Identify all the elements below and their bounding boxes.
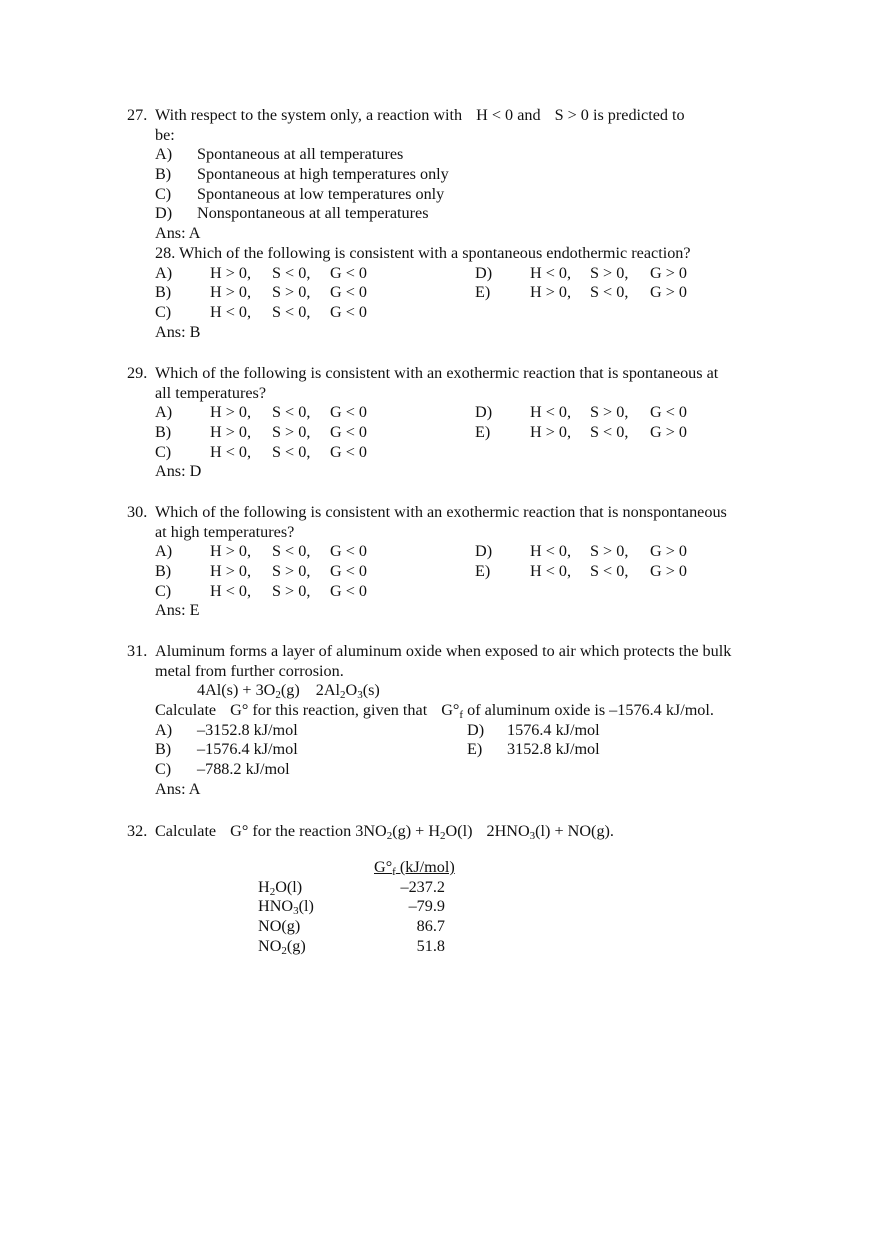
question-number: 31. (127, 642, 148, 660)
question-stem: With respect to the system only, a reaction with H < 0 and S > 0 is predicted to (155, 106, 685, 124)
question-29 (127, 364, 787, 482)
question-stem: Which of the following is consistent with an exothermic reaction that is spontaneous at (155, 364, 719, 382)
option-row: B) H > 0, S > 0, G < 0 E) H > 0, S < 0, G > 0 (155, 283, 688, 302)
question-stem: Aluminum forms a layer of aluminum oxide when exposed to air which protects the bulk (155, 642, 732, 660)
option-d-label: D) (475, 263, 493, 282)
question-32 (127, 822, 787, 842)
answer: Ans: A (155, 224, 201, 243)
option-e-label: E) (475, 283, 491, 302)
question-number: 27. (127, 106, 148, 124)
question-28 (127, 244, 787, 342)
reaction-equation: $4Al(s) + 3O_2(g)$ $2Al_2O_3(s)$ (197, 681, 380, 702)
question-30 (127, 503, 787, 621)
question-stem: 28. Which of the following is consistent with a spontaneous endothermic reaction? (155, 244, 691, 262)
option-row: B) H > 0, S > 0, G < 0 E) H > 0, S < 0, G > 0 (155, 423, 688, 442)
option-b-label: B) (155, 283, 172, 302)
question-stem: Calculate G° for the reaction $3NO_2(g) + H_2O(l) 2HNO_3(l) + NO(g)$. (155, 822, 614, 842)
option-c-label: C) (155, 303, 172, 322)
question-31 (127, 642, 787, 800)
calculate-line: Calculate G° for this reaction, given that $G^\circ_f$ of aluminum oxide is –1576.4 kJ/mol. (155, 701, 714, 722)
question-number: 30. (127, 503, 148, 521)
table-header: $G^\circ_f$ (kJ/mol) (374, 858, 455, 878)
option-row: C) H < 0, S < 0, G < 0 (155, 303, 368, 322)
option-a: A) Spontaneous at all temperatures (155, 145, 404, 164)
table-row: NO(g) 86.7 (258, 917, 445, 936)
option-row: C) H < 0, S < 0, G < 0 (155, 442, 368, 461)
question-stem-cont: metal from further corrosion. (155, 661, 344, 680)
option-row: A) –3152.8 kJ/mol D) 1576.4 kJ/mol (155, 720, 600, 739)
question-number: 32. (127, 822, 148, 840)
table-row: $H_2O(l)$ –237.2 (258, 877, 445, 898)
option-c: C) Spontaneous at low temperatures only (155, 184, 445, 203)
option-row: A) H > 0, S < 0, G < 0 D) H < 0, S > 0, G > 0 (155, 542, 688, 561)
option-row: B) –1576.4 kJ/mol E) 3152.8 kJ/mol (155, 740, 600, 759)
answer: Ans: E (155, 601, 200, 620)
option-d: D) Nonspontaneous at all temperatures (155, 204, 429, 223)
option-b: B) Spontaneous at high temperatures only (155, 165, 449, 184)
question-27 (127, 106, 787, 244)
option-row: C) H < 0, S > 0, G < 0 (155, 581, 368, 600)
question-stem: Which of the following is consistent with an exothermic reaction that is nonspontaneous (155, 503, 727, 521)
free-energy-table (258, 858, 498, 956)
option-row: B) H > 0, S > 0, G < 0 E) H < 0, S < 0, G > 0 (155, 562, 688, 581)
question-stem-cont: at high temperatures? (155, 522, 295, 541)
option-a-label: A) (155, 263, 173, 282)
answer: Ans: B (155, 322, 201, 341)
question-number: 29. (127, 364, 148, 382)
table-row: $NO_2(g)$ 51.8 (258, 936, 445, 957)
option-row: C) –788.2 kJ/mol (155, 760, 290, 779)
table-row: $HNO_3(l)$ –79.9 (258, 897, 445, 918)
answer: Ans: A (155, 779, 201, 798)
question-stem-cont: all temperatures? (155, 383, 267, 402)
answer: Ans: D (155, 462, 202, 481)
question-stem-cont: be: (155, 125, 175, 144)
option-row: A) H > 0, S < 0, G < 0 D) H < 0, S > 0, G < 0 (155, 403, 688, 422)
option-row: A) H > 0, S < 0, G < 0 D) H < 0, S > 0, G > 0 (155, 263, 688, 282)
